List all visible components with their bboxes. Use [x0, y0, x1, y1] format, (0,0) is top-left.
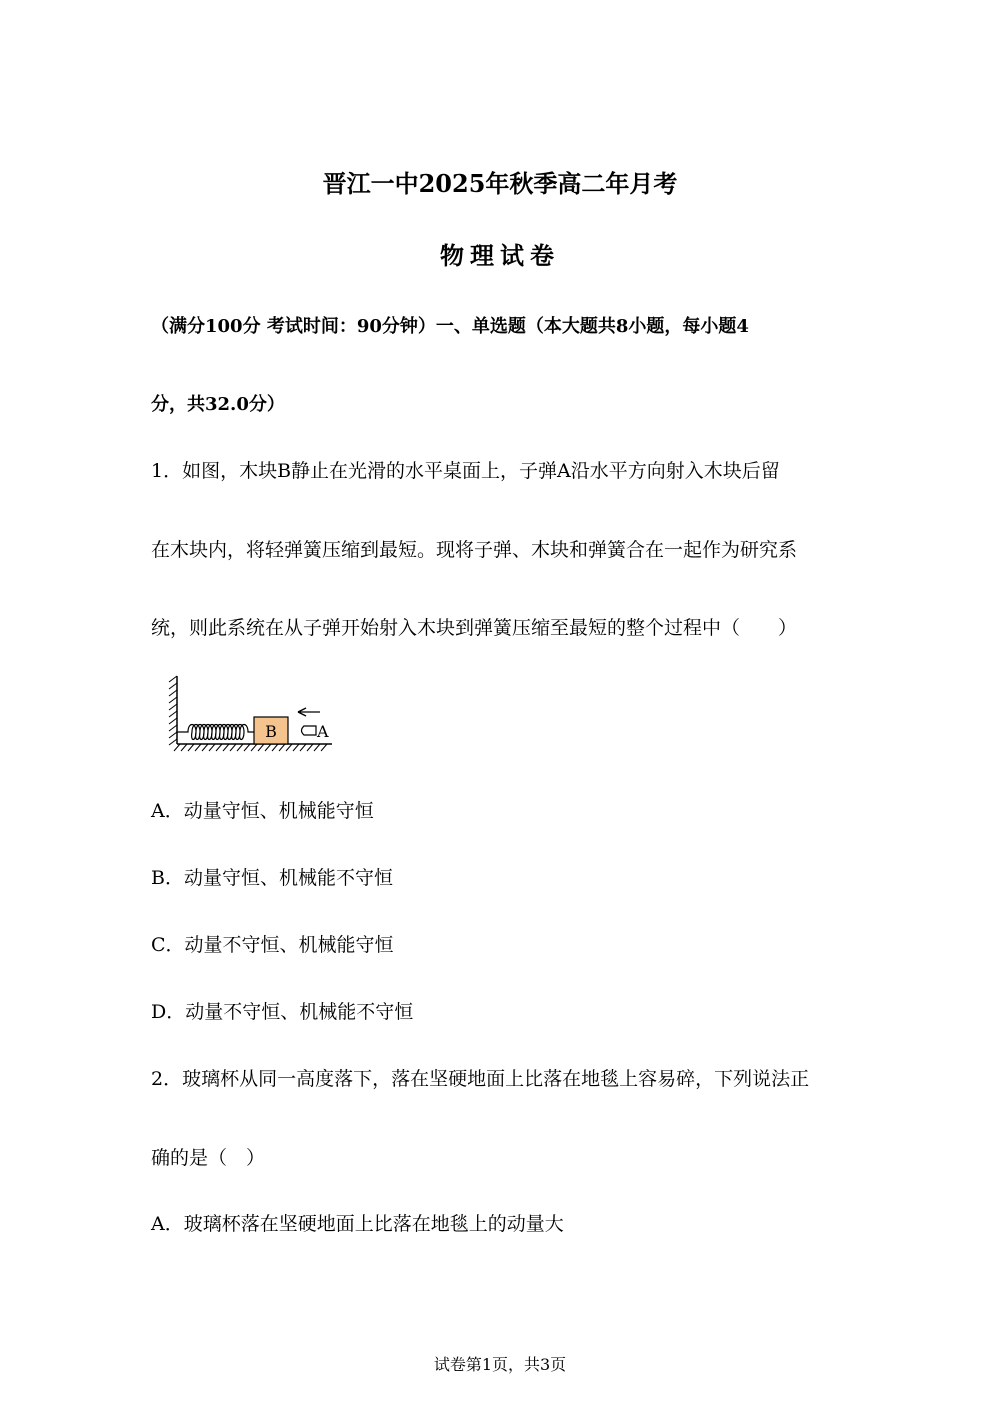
floor-hatch	[174, 744, 327, 751]
bullet-a	[302, 726, 317, 735]
question-1-option-b: B．动量守恒、机械能不守恒	[151, 867, 393, 889]
question-2-text-line1: 2．玻璃杯从同一高度落下，落在坚硬地面上比落在地毯上容易碎，下列说法正	[151, 1068, 810, 1090]
exam-subject: 物理试卷	[440, 241, 560, 270]
spring	[177, 725, 254, 740]
question-1-option-c: C．动量不守恒、机械能守恒	[151, 934, 394, 956]
section-header-line1: （满分100分 考试时间：90分钟）一、单选题（本大题共8小题，每小题4	[151, 316, 749, 337]
block-b-label: B	[265, 722, 277, 741]
question-2-text-line2: 确的是（ ）	[151, 1147, 266, 1169]
question-1-option-d: D．动量不守恒、机械能不守恒	[151, 1001, 414, 1023]
question-1-option-a: A．动量守恒、机械能守恒	[151, 800, 374, 822]
exam-title: 晋江一中2025年秋季高二年月考	[322, 169, 678, 198]
question-1-text-line1: 1．如图，木块B静止在光滑的水平桌面上，子弹A沿水平方向射入木块后留	[151, 460, 780, 482]
section-header-line2: 分，共32.0分）	[151, 394, 285, 415]
question-2-option-a: A．玻璃杯落在坚硬地面上比落在地毯上的动量大	[151, 1213, 564, 1235]
question-1-text-line2: 在木块内，将轻弹簧压缩到最短。现将子弹、木块和弹簧合在一起作为研究系	[151, 539, 798, 561]
spring-block-bullet-figure	[168, 672, 338, 756]
page-footer: 试卷第1页，共3页	[433, 1355, 567, 1374]
wall-hatch	[169, 676, 177, 745]
bullet-a-label: A	[317, 722, 329, 741]
question-1-text-line3: 统，则此系统在从子弹开始射入木块到弹簧压缩至最短的整个过程中（ ）	[151, 617, 798, 639]
